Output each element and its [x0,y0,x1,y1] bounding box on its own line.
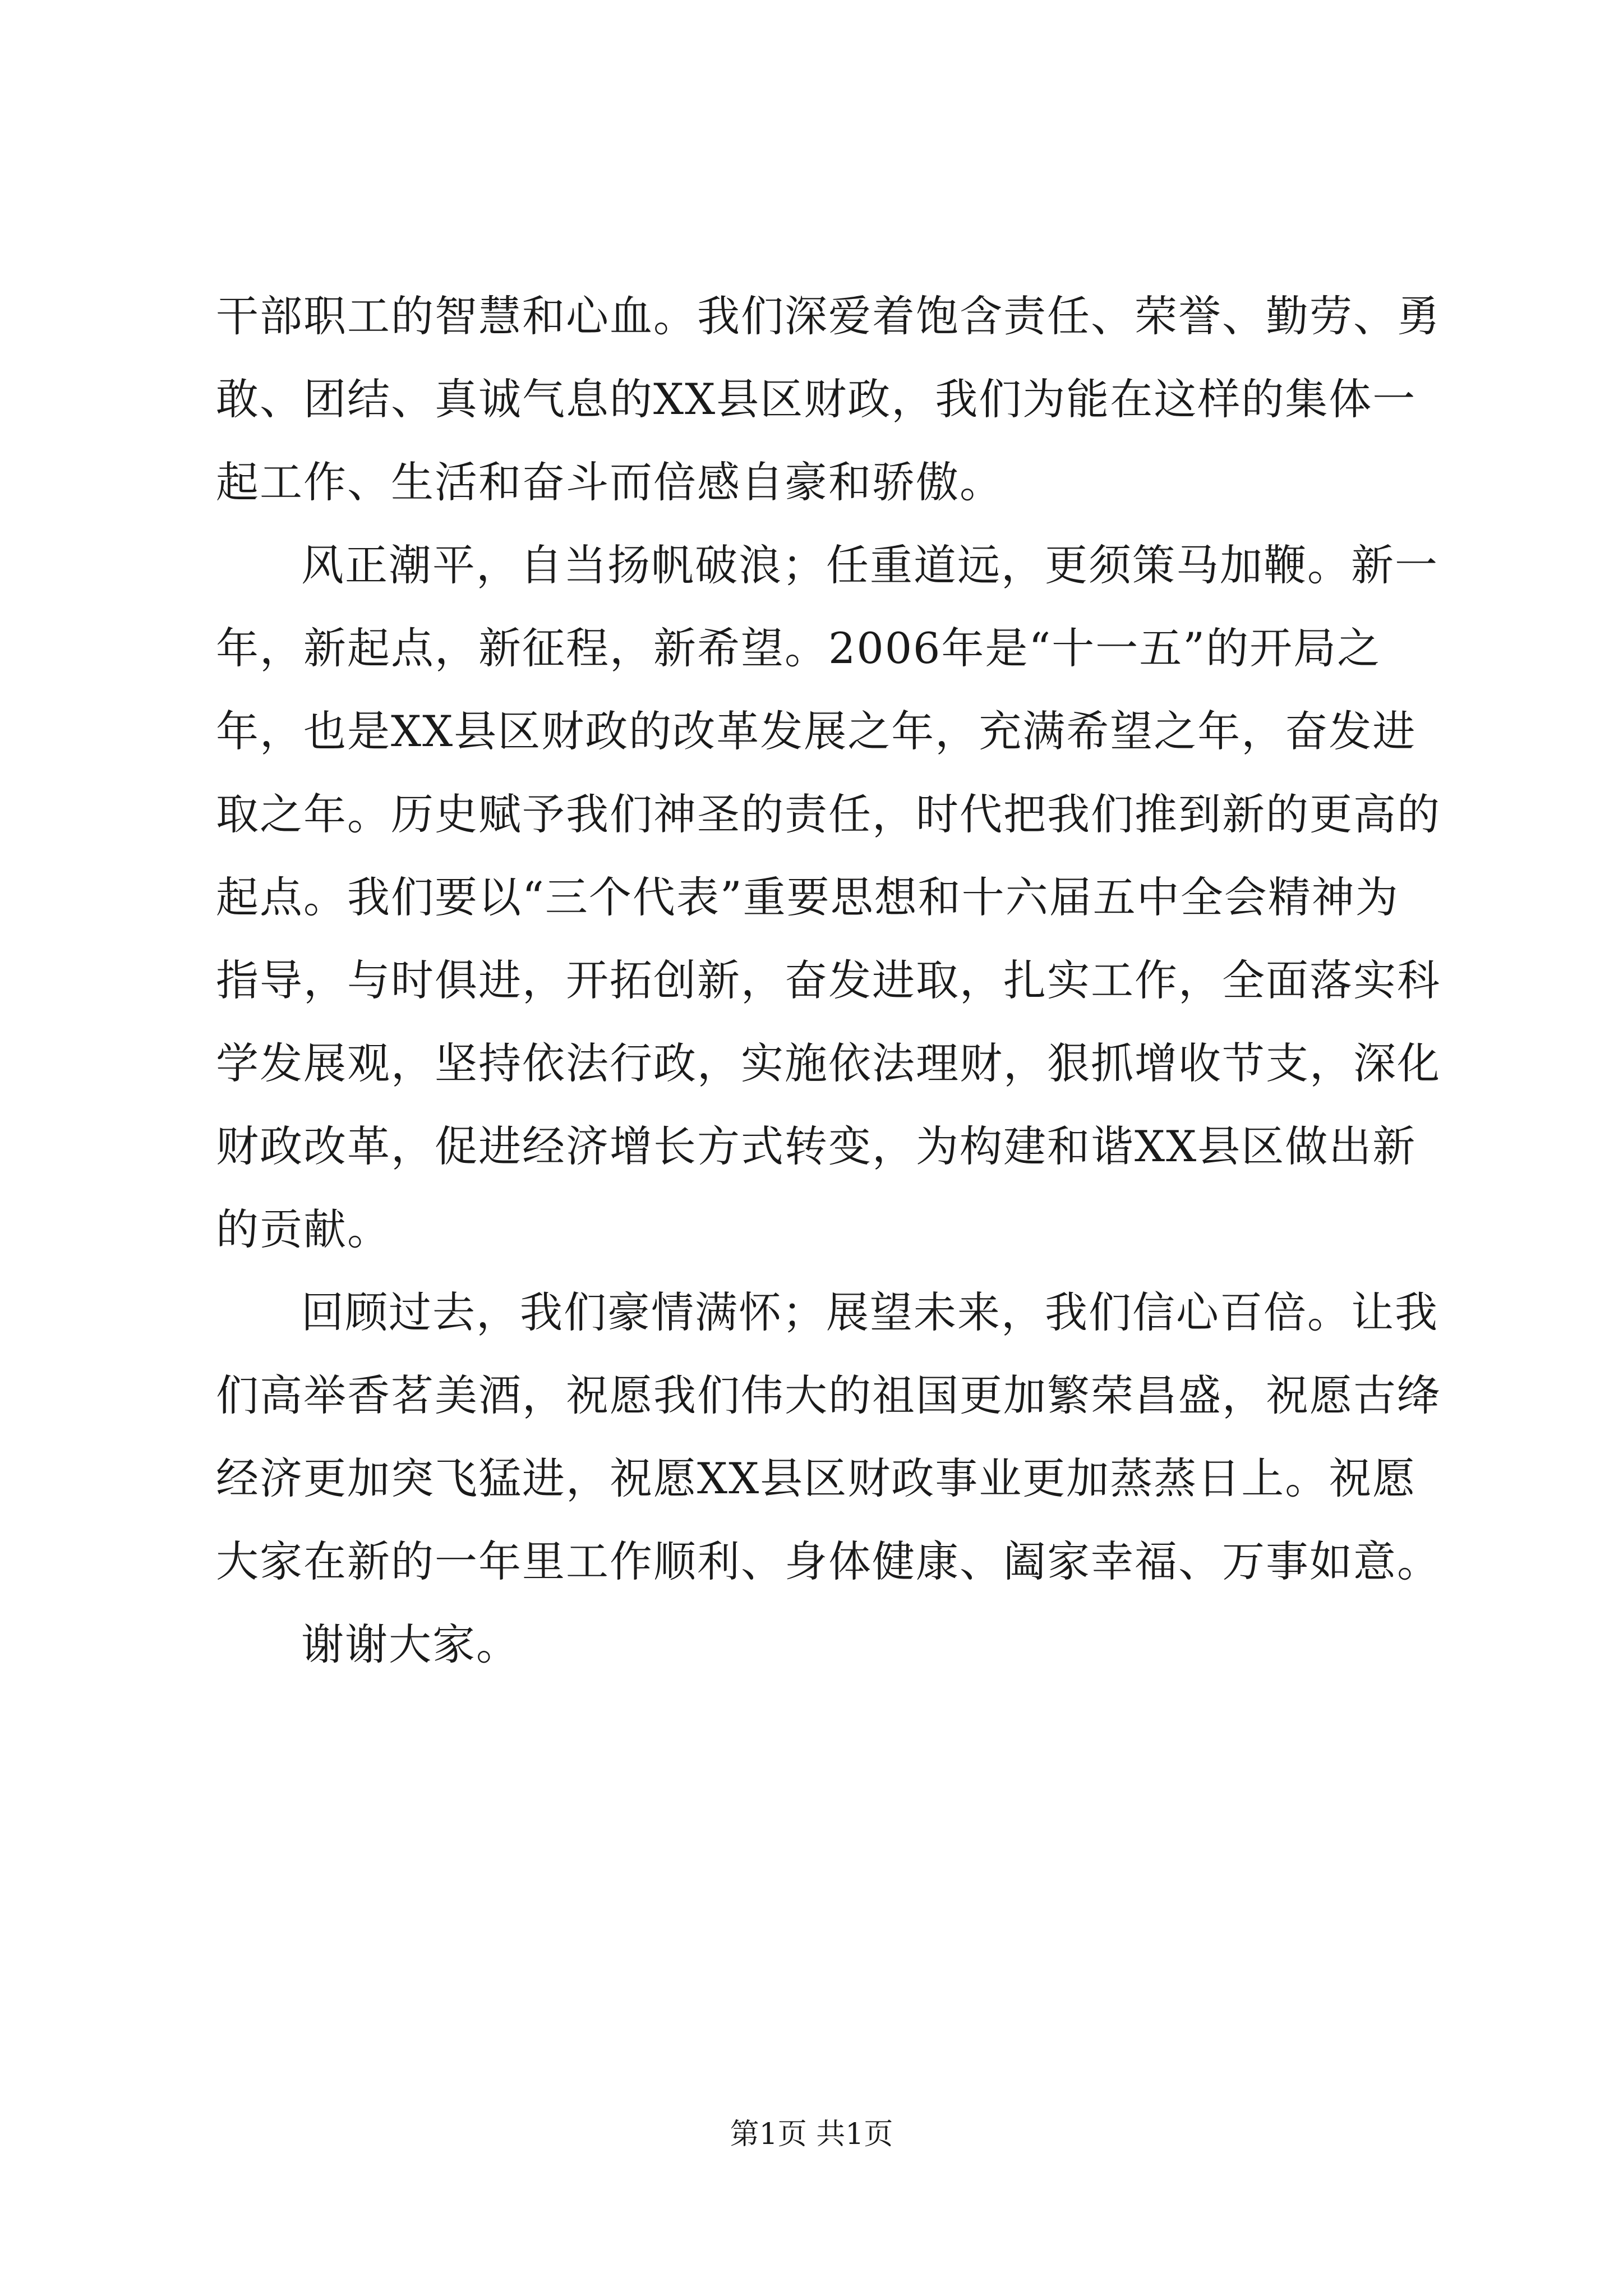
text-line: 干部职工的智慧和心血。我们深爱着饱含责任、荣誉、勤劳、勇 [216,291,1441,341]
text-line: 起点。我们要以“三个代表”重要思想和十六届五中全会精神为 [216,872,1399,922]
paragraph-start-line: 回顾过去，我们豪情满怀；展望未来，我们信心百倍。让我 [301,1287,1438,1337]
text-line: 财政改革，促进经济增长方式转变，为构建和谐XX县区做出新 [216,1121,1417,1171]
text-line: 指导，与时俱进，开拓创新，奋发进取，扎实工作，全面落实科 [216,955,1441,1005]
speech-body [216,275,1441,1686]
text-line: 起工作、生活和奋斗而倍感自豪和骄傲。 [216,457,1003,507]
page-number-footer: 第1页 共1页 [730,2118,893,2151]
closing-line: 谢谢大家。 [301,1619,520,1669]
text-line: 年，新起点，新征程，新希望。2006年是“十一五”的开局之 [216,623,1381,673]
text-line: 们高举香茗美酒，祝愿我们伟大的祖国更加繁荣昌盛，祝愿古绛 [216,1370,1441,1420]
text-line: 取之年。历史赋予我们神圣的责任，时代把我们推到新的更高的 [216,789,1441,839]
text-line: 敢、团结、真诚气息的XX县区财政，我们为能在这样的集体一 [216,374,1417,424]
text-line: 学发展观，坚持依法行政，实施依法理财，狠抓增收节支，深化 [216,1038,1441,1088]
text-line: 年，也是XX县区财政的改革发展之年，充满希望之年，奋发进 [216,706,1417,756]
paragraph-start-line: 风正潮平，自当扬帆破浪；任重道远，更须策马加鞭。新一 [301,540,1438,590]
text-line: 经济更加突飞猛进，祝愿XX县区财政事业更加蒸蒸日上。祝愿 [216,1453,1417,1503]
text-line: 大家在新的一年里工作顺利、身体健康、阖家幸福、万事如意。 [216,1536,1441,1586]
text-line: 的贡献。 [216,1204,391,1254]
